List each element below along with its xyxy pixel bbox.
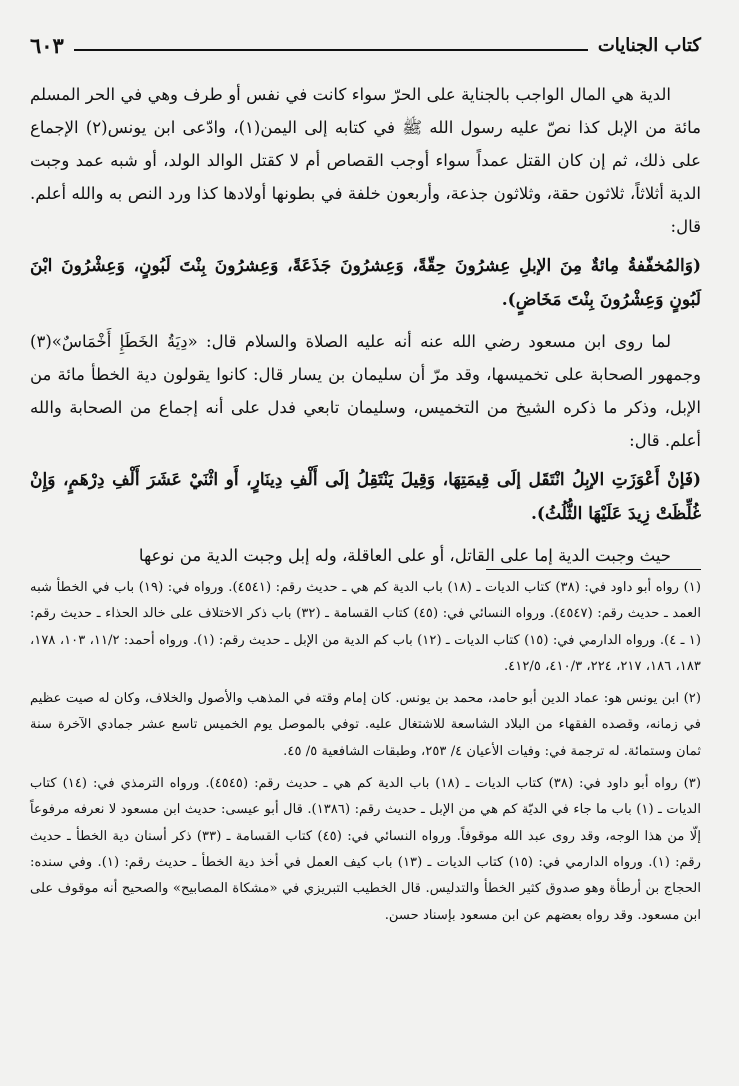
chapter-title: كتاب الجنايات: [597, 34, 701, 56]
paragraph-diya-definition: الدية هي المال الواجب بالجناية على الحرّ سواء كانت في نفس أو طرف وهي في الحر المسلم مائة من الإبل كذا نصّ عليه رسول الله ﷺ في كتابه إلى اليمن(١)، وادّعى ابن يونس(٢) الإجماع على ذلك، ثم إن كان القتل عمداً سواء أوجب القصاص أم لا كقتل الوالد الولد، أو شبه عمد وجبت الدية أثلاثاً، ثلاثون حقة، وثلاثون جذعة، وأربعون خلفة في بطونها أولادها كذا ورد النص به والله أعلم. قال:: [30, 85, 701, 236]
paragraph-ibn-masud: لما روى ابن مسعود رضي الله عنه أنه عليه الصلاة والسلام قال: «دِيَةُ الخَطَإِ أَخْمَاسٌ»(٣) وجمهور الصحابة على تخميسها، وقد مرّ أن سليمان بن يسار قال: كانوا يقولون دية الخطأ مائة من الإبل، وذكر ما ذكره الشيخ من التخميس، وسليمان تابعي فدل على أنه إجماع من الصحابة والله أعلم. قال:: [30, 332, 701, 450]
footnote-1: (١) رواه أبو داود في: (٣٨) كتاب الديات ـ (١٨) باب الدية كم هي ـ حديث رقم: (٤٥٤١). ورواه في: (١٩) باب في الخطأ شبه العمد ـ حديث رقم: (٤٥٤٧). ورواه النسائي في: (٤٥) كتاب القسامة ـ (٣٢) باب ذكر الاختلاف على خالد الحذاء ـ حديث رقم: (١ ـ ٤). ورواه الدارمي في: (١٥) كتاب الديات ـ (١٢) باب كم الدية من الإبل ـ حديث رقم: (١). ورواه أحمد: ١١/٢، ١٠٣، ١٧٨، ١٨٣، ١٨٦، ٢١٧، ٢٢٤، ٤١٠/٣، ٤١٢/٥.: [30, 580, 701, 674]
footnotes: [30, 575, 701, 935]
footnote-divider: [486, 569, 701, 570]
matn-quote-awzat: (فَإنْ أَعْوَزَتِ الإبِلُ انْتَقَل إلَى قِيمَتِهَا، وَقِيلَ يَنْتَقِلُ إلَى أَلْفِ دِينَارٍ، أَو اثْنَيْ عَشَرَ أَلْفِ دِرْهَمٍ، وَإِنْ غُلِّظَتْ زِيدَ عَلَيْهَا الثُّلُثُ).: [30, 470, 701, 524]
page-number: ٦٠٣: [30, 32, 64, 58]
footnote-3: (٣) رواه أبو داود في: (٣٨) كتاب الديات ـ (١٨) باب الدية كم هي ـ حديث رقم: (٤٥٤٥). ورواه الترمذي في: (١٤) كتاب الديات ـ (١) باب ما جاء في الديّة كم هي من الإبل ـ حديث رقم: (١٣٨٦). قال أبو عيسى: حديث ابن مسعود لا نعرفه مرفوعاً إلّا من هذا الوجه، وقد روى عبد الله موقوفاً. ورواه النسائي في: (٤٥) كتاب القسامة ـ (٣٣) ذكر أسنان دية الخطأ ـ حديث رقم: (١). ورواه الدارمي في: (١٥) كتاب الديات ـ (١٣) باب كيف العمل في أخذ دية الخطأ ـ حديث رقم: (١). وفي سنده: الحجاج بن أرطأة وهو صدوق كثير الخطأ والتدليس. قال الخطيب التبريزي في «مشكاة المصابيح» والصحيح أنه موقوف على ابن مسعود. وقد رواه بعضهم عن ابن مسعود بإسناد حسن.: [30, 776, 701, 923]
running-header: [30, 28, 701, 62]
header-rule: [74, 49, 588, 51]
matn-quote-mukhaffafa: (وَالمُخفّفةُ مِائةٌ مِنَ الإبلِ عِشرُونَ حِقّةً، وَعِشرُونَ جَذَعَةً، وَعِشرُونَ بِنْتَ لَبُونٍ، وَعِشْرُونَ ابْنَ لَبُونٍ وَعِشْرُونَ بِنْتَ مَخَاضٍ).: [30, 256, 701, 310]
footnote-2: (٢) ابن يونس هو: عماد الدين أبو حامد، محمد بن يونس. كان إمام وقته في المذهب والأصول والخلاف، وكان له صيت عظيم في زمانه، وقصده الفقهاء من البلاد الشاسعة للاشتغال عليه. توفي بالموصل يوم الخميس تاسع عشر جمادي الآخرة سنة ثمان وستمائة. له ترجمة في: وفيات الأعيان ٤/ ٢٥٣، وطبقات الشافعية ٥/ ٤٥.: [30, 691, 701, 759]
main-text: [30, 78, 701, 578]
paragraph-continuation: حيث وجبت الدية إما على القاتل، أو على العاقلة، وله إبل وجبت الدية من نوعها: [138, 546, 671, 565]
